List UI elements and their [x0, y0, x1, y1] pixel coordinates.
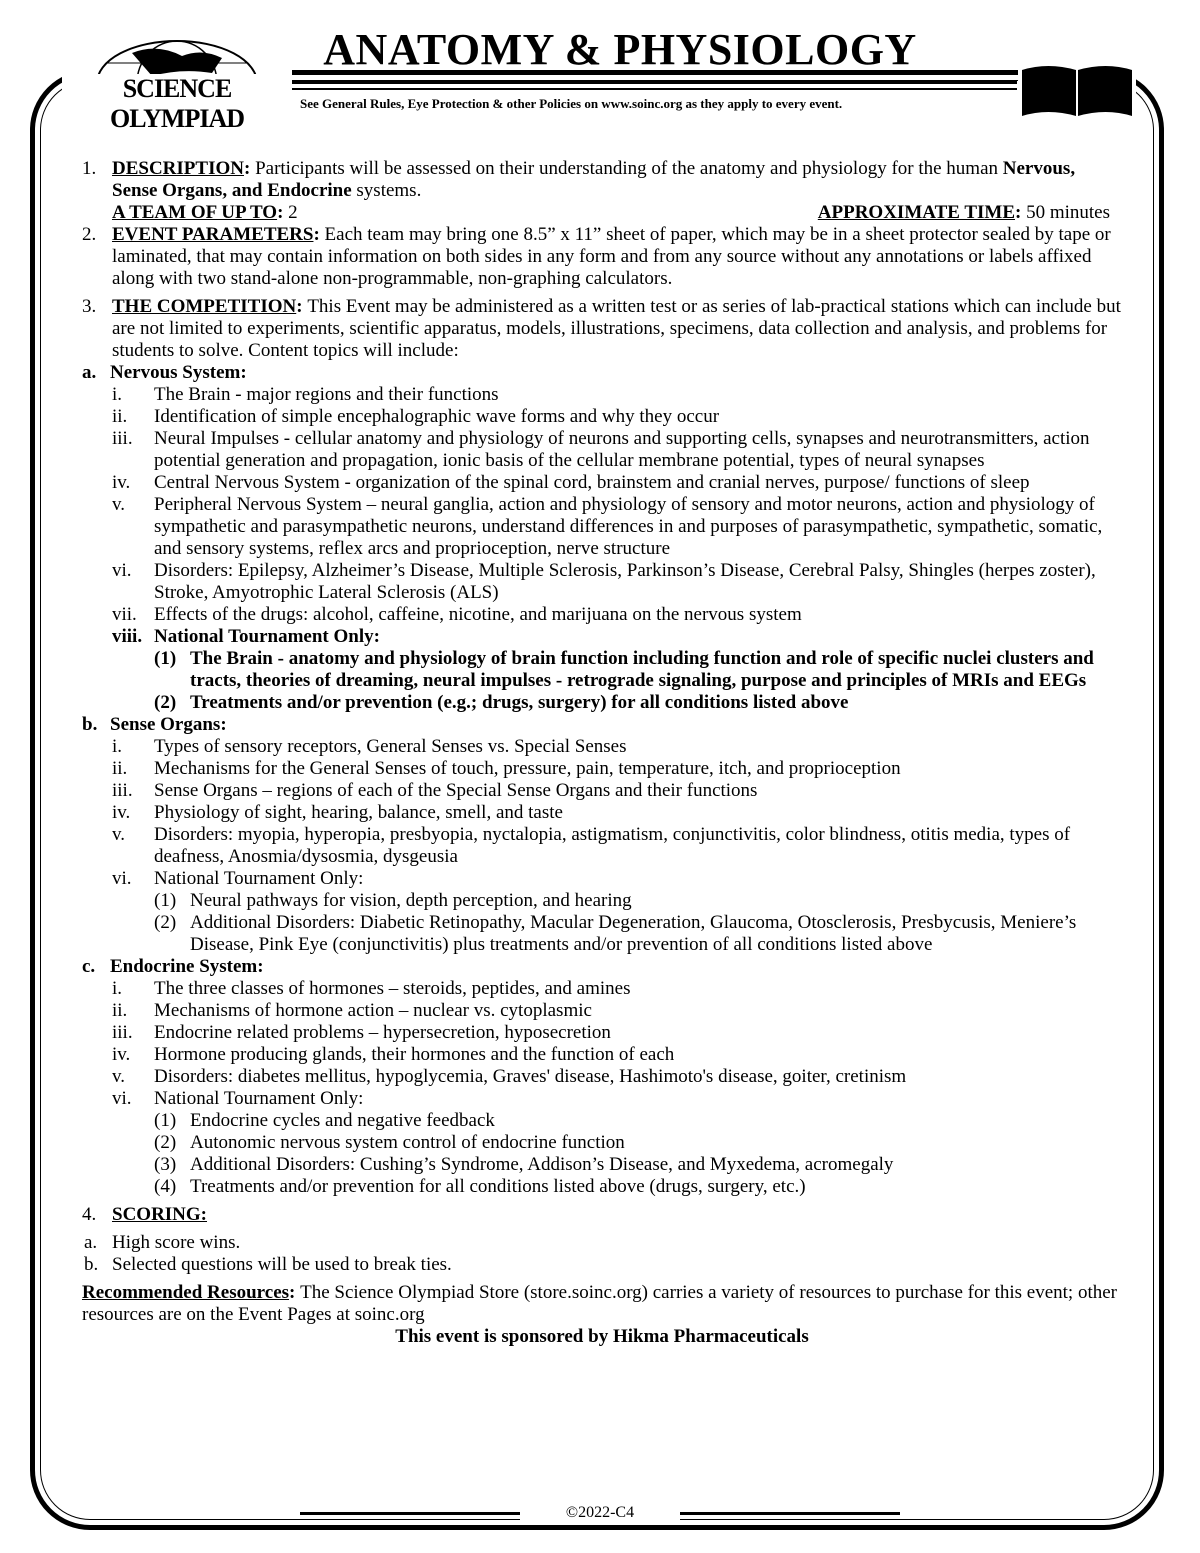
list-item: vi. Disorders: Epilepsy, Alzheimer’s Disease, Multiple Sclerosis, Parkinson’s Disease, Cerebral Palsy, Shingles (herpes zoster), Stroke, Amyotrophic Lateral Sclerosis (ALS) [112, 560, 1096, 603]
list-item: b. Selected questions will be used to break ties. [84, 1254, 452, 1275]
resources-text: The Science Olympiad Store (store.soinc.org) carries a variety of resources to purchase for this event; other resources are on the Event Pages at soinc.org [82, 1282, 1117, 1325]
header-rule-thin [292, 88, 1017, 90]
rules-content [82, 158, 1122, 1348]
section-text-bold: Nervous, Sense Organs, and Endocrine [112, 158, 1076, 201]
section-number: 4. [82, 1204, 97, 1225]
list-item: ii. Mechanisms of hormone action – nuclear vs. cytoplasmic [112, 1000, 592, 1021]
list-item: iv. Central Nervous System - organization of the spinal cord, brainstem and cranial nerves, purpose/ functions of sleep [112, 472, 1030, 493]
general-rules-note: See General Rules, Eye Protection & other Policies on www.soinc.org as they apply to every event. [300, 96, 843, 111]
section-description: 1. DESCRIPTION: Participants will be assessed on their understanding of the anatomy and physiology for the human Nervous, Sense Organs, and Endocrine systems. A TEAM OF UP TO: 2 APPROXIMATE TIME: 50 minutes [82, 158, 1122, 224]
sponsor-line: This event is sponsored by Hikma Pharmaceuticals [395, 1326, 809, 1347]
header-rule [292, 80, 1017, 84]
list-item: vi. National Tournament Only: [112, 868, 364, 889]
book-icon [1018, 60, 1136, 120]
section-competition: 3. THE COMPETITION: This Event may be administered as a written test or as series of lab-practical stations which can include but are not limited to experiments, scientific apparatus, models, illustrations, specimens, data collection and analysis, and problems for students to solve. Content topics will include: [82, 296, 1121, 361]
list-item: (1) Endocrine cycles and negative feedback [154, 1110, 495, 1131]
list-item: (2) Autonomic nervous system control of endocrine function [154, 1132, 625, 1153]
time-label: APPROXIMATE TIME [817, 202, 1015, 223]
section-text: Participants will be assessed on their understanding of the anatomy and physiology for the human [255, 158, 1003, 179]
list-item: (2) Additional Disorders: Diabetic Retinopathy, Macular Degeneration, Glaucoma, Otosclerosis, Presbycusis, Meniere’s Disease, Pink Eye (conjunctivitis) plus treatments and/or prevention of all conditions listed above [154, 912, 1077, 955]
logo-text: SCIENCE OLYMPIAD [62, 74, 292, 134]
nervous-system-heading: a. Nervous System: [82, 362, 247, 383]
section-event-parameters: 2. EVENT PARAMETERS: Each team may bring one 8.5” x 11” sheet of paper, which may be in a sheet protector sealed by tape or laminated, that may contain information on both sides in any form and from any source without any annotations or labels affixed along with two stand-alone non-programmable, non-graphing calculators. [82, 224, 1111, 289]
section-heading: EVENT PARAMETERS [112, 224, 314, 245]
footer-rule-right [680, 1512, 900, 1515]
section-heading: THE COMPETITION [112, 296, 297, 317]
section-text: Each team may bring one 8.5” x 11” sheet of paper, which may be in a sheet protector sealed by tape or laminated, that may contain information on both sides in any form and from any source without any annotations or labels affixed along with two stand-alone non-programmable, non-graphing calculators. [112, 224, 1111, 289]
section-number: 3. [82, 296, 97, 317]
team-time-row: A TEAM OF UP TO: 2 APPROXIMATE TIME: 50 minutes [112, 202, 1110, 223]
team-value: 2 [288, 202, 298, 223]
team-label: A TEAM OF UP TO [112, 202, 278, 223]
section-text: This Event may be administered as a written test or as series of lab-practical stations which can include but are not limited to experiments, scientific apparatus, models, illustrations, specimens, data collection and analysis, and problems for students to solve. Content topics will include: [112, 296, 1121, 361]
copyright: ©2022-C4 [520, 1504, 680, 1522]
list-item: iii. Neural Impulses - cellular anatomy and physiology of neurons and supporting cells, synapses and neurotransmitters, action potential generation and propagation, ionic basis of the cellular membrane potential, types of neural synapses [112, 428, 1090, 471]
list-item: iv. Physiology of sight, hearing, balance, smell, and taste [112, 802, 563, 823]
section-heading: SCORING: [112, 1204, 208, 1225]
list-item: viii. National Tournament Only: [112, 626, 380, 647]
sense-organs-heading: b. Sense Organs: [82, 714, 227, 735]
footer-rule-left [300, 1512, 520, 1515]
list-item: i. Types of sensory receptors, General Senses vs. Special Senses [112, 736, 627, 757]
list-item: iii. Sense Organs – regions of each of the Special Sense Organs and their functions [112, 780, 758, 801]
section-text-tail: systems. [351, 180, 422, 201]
section-heading: DESCRIPTION [112, 158, 244, 179]
section-number: 1. [82, 158, 97, 179]
header [0, 0, 1200, 160]
section-scoring [82, 1204, 1122, 1226]
list-item: (1) The Brain - anatomy and physiology of brain function including function and role of specific nuclei clusters and tracts, theories of dreaming, neural impulses - retrograde signaling, purpose and principles of MRIs and EEGs [154, 648, 1094, 691]
list-item: iv. Hormone producing glands, their hormones and the function of each [112, 1044, 675, 1065]
list-item: vii. Effects of the drugs: alcohol, caffeine, nicotine, and marijuana on the nervous system [112, 604, 802, 625]
page-title: ANATOMY & PHYSIOLOGY [323, 25, 917, 74]
science-olympiad-logo [62, 38, 292, 133]
list-item: v. Disorders: myopia, hyperopia, presbyopia, nyctalopia, astigmatism, conjunctivitis, color blindness, otitis media, types of deafness, Anosmia/dysosmia, dysgeusia [112, 824, 1071, 867]
list-item: iii. Endocrine related problems – hypersecretion, hyposecretion [112, 1022, 611, 1043]
list-item: (2) Treatments and/or prevention (e.g.; drugs, surgery) for all conditions listed above [154, 692, 849, 713]
list-item: (1) Neural pathways for vision, depth perception, and hearing [154, 890, 632, 911]
list-item: v. Disorders: diabetes mellitus, hypoglycemia, Graves' disease, Hashimoto's disease, goiter, cretinism [112, 1066, 907, 1087]
list-item: v. Peripheral Nervous System – neural ganglia, action and physiology of sensory and motor neurons, action and physiology of sympathetic and parasympathetic neurons, understand differences in and purposes of parasympathetic, sympathetic, somatic, and sensory systems, reflex arcs and proprioception, nerve structure [112, 494, 1103, 559]
list-item: i. The three classes of hormones – steroids, peptides, and amines [112, 978, 631, 999]
list-item: (4) Treatments and/or prevention for all conditions listed above (drugs, surgery, etc.) [154, 1176, 806, 1197]
endocrine-system-heading: c. Endocrine System: [82, 956, 264, 977]
list-item: vi. National Tournament Only: [112, 1088, 364, 1109]
list-item: ii. Mechanisms for the General Senses of touch, pressure, pain, temperature, itch, and proprioception [112, 758, 901, 779]
list-item: a. High score wins. [84, 1232, 241, 1253]
list-item: (3) Additional Disorders: Cushing’s Syndrome, Addison’s Disease, and Myxedema, acromegaly [154, 1154, 894, 1175]
list-item: i. The Brain - major regions and their functions [112, 384, 499, 405]
section-number: 2. [82, 224, 97, 245]
list-item: ii. Identification of simple encephalographic wave forms and why they occur [112, 406, 720, 427]
resources-heading: Recommended Resources [82, 1282, 290, 1303]
time-value: 50 minutes [1026, 202, 1110, 223]
recommended-resources: Recommended Resources: The Science Olympiad Store (store.soinc.org) carries a variety of resources to purchase for this event; other resources are on the Event Pages at soinc.org [82, 1282, 1117, 1325]
